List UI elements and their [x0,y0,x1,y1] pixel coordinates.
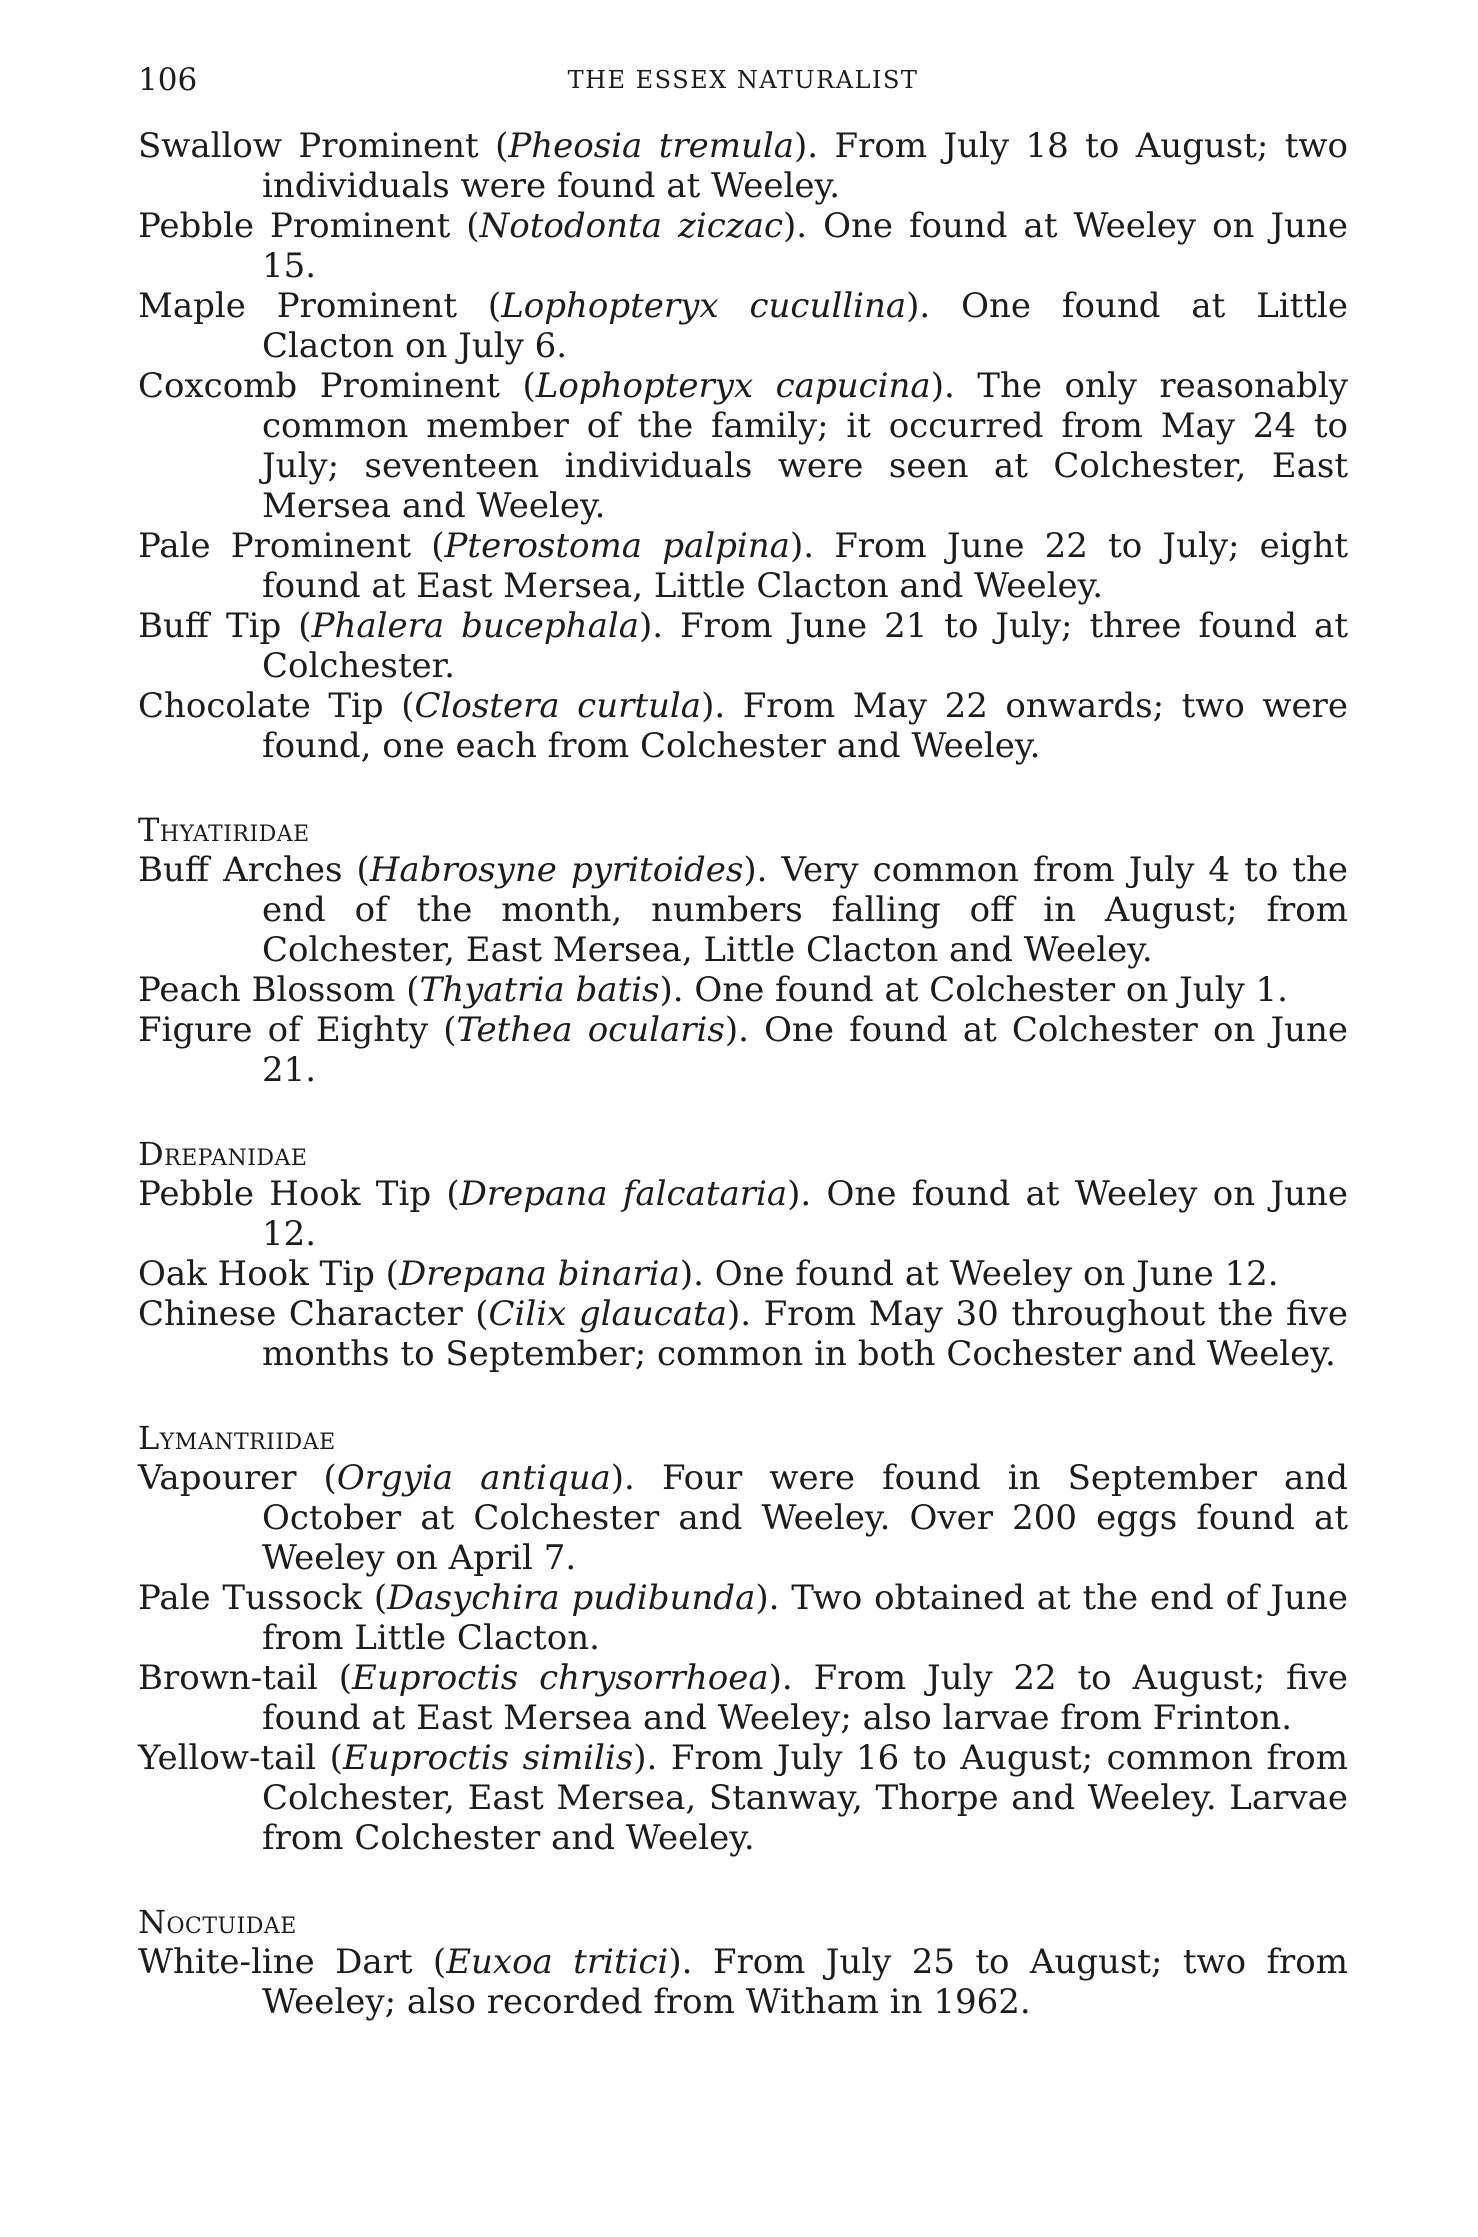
scientific-name: Tethea ocularis [456,1010,725,1050]
scientific-name: Orgyia antiqua [336,1458,611,1498]
scientific-name: Lophopteryx cucullina [501,286,907,326]
scientific-name: Drepana falcataria [459,1174,788,1214]
record-text: From July 18 to August; two individuals were found at Weeley. [262,126,1349,206]
family-heading: Lymantriidae [138,1419,336,1457]
species-entry: Pebble Hook Tip (Drepana falcataria). One found at Weeley on June 12. [138,1174,1348,1254]
common-name: Vapourer [138,1458,297,1498]
record-text: From July 16 to August; common from Colchester, East Mersea, Stanway, Thorpe and Weeley. Larvae from Colchester and Weeley. [262,1738,1349,1858]
running-title: THE ESSEX NATURALIST [567,66,919,94]
species-entry: Buff Tip (Phalera bucephala). From June 21 to July; three found at Colchester. [138,606,1348,686]
record-text: From May 22 onwards; two were found, one each from Colchester and Weeley. [262,686,1348,766]
record-text: From July 22 to August; five found at East Mersea and Weeley; also larvae from Frinton. [262,1658,1348,1738]
scientific-name: Thyatria batis [419,970,660,1010]
common-name: Oak Hook Tip [138,1254,375,1294]
common-name: Pebble Hook Tip [138,1174,432,1214]
common-name: Peach Blossom [138,970,396,1010]
scientific-name: Euproctis chrysorrhoea [352,1658,769,1698]
record-text: From June 21 to July; three found at Colchester. [262,606,1348,686]
record-text: One found at Weeley on June 15. [262,206,1348,286]
scientific-name: Euxoa tritici [446,1942,669,1982]
common-name: Figure of Eighty [138,1010,429,1050]
record-text: Very common from July 4 to the end of the month, numbers falling off in August; from Colchester, East Mersea, Little Clacton and Weeley. [262,850,1348,970]
common-name: Pale Tussock [138,1578,363,1618]
scientific-name: Pheosia tremula [508,126,795,166]
species-entry: Oak Hook Tip (Drepana binaria). One found at Weeley on June 12. [138,1254,1279,1294]
scientific-name: Euproctis similis [342,1738,634,1778]
species-entry: Swallow Prominent (Pheosia tremula). From July 18 to August; two individuals were found at Weeley. [138,126,1349,206]
scientific-name: Cilix glaucata [488,1294,727,1334]
common-name: Pale Prominent [138,526,412,566]
species-entry: Buff Arches (Habrosyne pyritoides). Very common from July 4 to the end of the month, numbers falling off in August; from Colchester, East Mersea, Little Clacton and Weeley. [138,850,1348,970]
common-name: Pebble Prominent [138,206,451,246]
common-name: Chinese Character [138,1294,463,1334]
record-text: One found at Weeley on June 12. [714,1254,1279,1294]
common-name: White-line Dart [138,1942,413,1982]
common-name: Maple Prominent [138,286,458,326]
record-text: From July 25 to August; two from Weeley; also recorded from Witham in 1962. [262,1942,1348,2022]
species-entry: Peach Blossom (Thyatria batis). One found at Colchester on July 1. [138,970,1288,1010]
record-text: One found at Colchester on July 1. [694,970,1288,1010]
species-entry: Pale Prominent (Pterostoma palpina). From June 22 to July; eight found at East Mersea, Little Clacton and Weeley. [138,526,1349,606]
scientific-name: Lophopteryx capucina [535,366,931,406]
species-entry: Brown-tail (Euproctis chrysorrhoea). From July 22 to August; five found at East Mersea and Weeley; also larvae from Frinton. [138,1658,1348,1738]
species-entry: Vapourer (Orgyia antiqua). Four were found in September and October at Colchester and Weeley. Over 200 eggs found at Weeley on April 7. [138,1458,1348,1578]
species-entry: Chinese Character (Cilix glaucata). From May 30 throughout the five months to September; common in both Cochester and Weeley. [138,1294,1349,1374]
scientific-name: Pterostoma palpina [444,526,790,566]
scientific-name: Phalera bucephala [311,606,639,646]
species-entry: Yellow-tail (Euproctis similis). From July 16 to August; common from Colchester, East Mersea, Stanway, Thorpe and Weeley. Larvae from Colchester and Weeley. [138,1738,1349,1858]
scientific-name: Drepana binaria [398,1254,680,1294]
common-name: Brown-tail [138,1658,318,1698]
scientific-name: Clostera curtula [414,686,702,726]
common-name: Coxcomb Prominent [138,366,500,406]
scientific-name: Notodonta ziczac [479,206,784,246]
species-entry: Pebble Prominent (Notodonta ziczac). One found at Weeley on June 15. [138,206,1348,286]
family-heading: Thyatiridae [138,811,310,849]
common-name: Yellow-tail [138,1738,317,1778]
record-text: One found at Colchester on June 21. [262,1010,1348,1090]
record-text: Four were found in September and October at Colchester and Weeley. Over 200 eggs found at Weeley on April 7. [262,1458,1348,1578]
common-name: Buff Arches [138,850,343,890]
record-text: The only reasonably common member of the family; it occurred from May 24 to July; seventeen individuals were seen at Colchester, East Mersea and Weeley. [262,366,1349,526]
common-name: Buff Tip [138,606,282,646]
species-entry: Coxcomb Prominent (Lophopteryx capucina). The only reasonably common member of the family; it occurred from May 24 to July; seventeen individuals were seen at Colchester, East Mersea and Weeley. [138,366,1349,526]
species-entry: Figure of Eighty (Tethea ocularis). One found at Colchester on June 21. [138,1010,1348,1090]
record-text: From May 30 throughout the five months to September; common in both Cochester and Weeley. [262,1294,1349,1374]
family-heading: Drepanidae [138,1135,308,1173]
common-name: Chocolate Tip [138,686,384,726]
record-text: One found at Weeley on June 12. [262,1174,1348,1254]
common-name: Swallow Prominent [138,126,479,166]
scientific-name: Habrosyne pyritoides [369,850,744,890]
species-entry: Maple Prominent (Lophopteryx cucullina). One found at Little Clacton on July 6. [138,286,1348,366]
record-text: From June 22 to July; eight found at East Mersea, Little Clacton and Weeley. [262,526,1349,606]
species-entry: White-line Dart (Euxoa tritici). From July 25 to August; two from Weeley; also recorded from Witham in 1962. [138,1942,1348,2022]
page-header [138,52,1348,108]
scientific-name: Dasychira pudibunda [387,1578,756,1618]
record-text: Two obtained at the end of June from Little Clacton. [262,1578,1348,1658]
family-heading: Noctuidae [138,1903,297,1941]
species-entry: Chocolate Tip (Clostera curtula). From May 22 onwards; two were found, one each from Colchester and Weeley. [138,686,1348,766]
species-entry: Pale Tussock (Dasychira pudibunda). Two obtained at the end of June from Little Clacton. [138,1578,1348,1658]
record-text: One found at Little Clacton on July 6. [262,286,1348,366]
species-list [138,126,1348,2022]
page-number: 106 [138,62,198,98]
